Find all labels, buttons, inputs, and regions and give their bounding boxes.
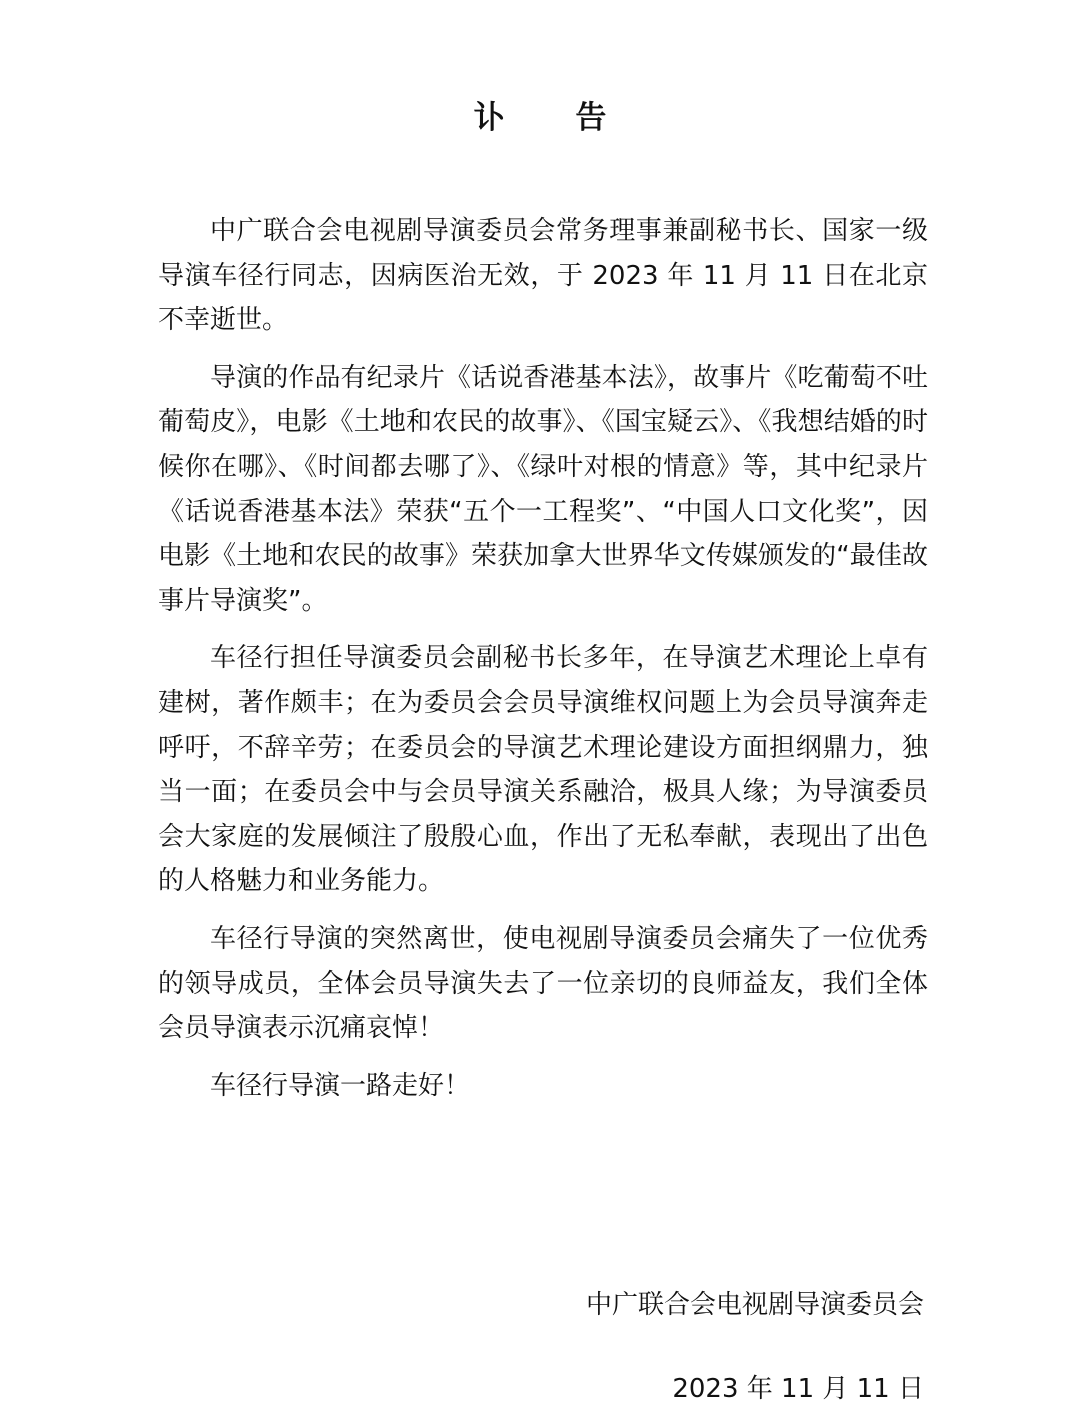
paragraph-announcement: 中广联合会电视剧导演委员会常务理事兼副秘书长、国家一级导演车径行同志，因病医治无效，于 2023 年 11 月 11 日在北京不幸逝世。: [158, 216, 928, 336]
signature-organization: 中广联合会电视剧导演委员会: [585, 1290, 924, 1320]
page-title: 讣 告: [473, 100, 637, 136]
paragraph-works: 导演的作品有纪录片《话说香港基本法》，故事片《吃葡萄不吐葡萄皮》，电影《土地和农民的故事》、《国宝疑云》、《我想结婚的时候你在哪》、《时间都去哪了》、《绿叶对根的情意》等，其中纪录片《话说香港基本法》荣获“五个一工程奖”、“中国人口文化奖”，因电影《土地和农民的故事》荣获加拿大世界华文传媒颁发的“最佳故事片导演奖”。: [158, 362, 928, 616]
paragraph-farewell: 车径行导演一路走好！: [210, 1070, 471, 1101]
paragraph-condolence: 车径行导演的突然离世，使电视剧导演委员会痛失了一位优秀的领导成员，全体会员导演失去了一位亲切的良师益友，我们全体会员导演表示沉痛哀悼！: [158, 923, 928, 1044]
paragraph-contributions: 车径行担任导演委员会副秘书长多年，在导演艺术理论上卓有建树，著作颇丰；在为委员会会员导演维权问题上为会员导演奔走呼吁，不辞辛劳；在委员会的导演艺术理论建设方面担纲鼎力，独当一面；在委员会中与会员导演关系融洽，极具人缘；为导演委员会大家庭的发展倾注了殷殷心血，作出了无私奉献，表现出了出色的人格魅力和业务能力。: [158, 643, 928, 897]
obituary-body: [158, 209, 928, 1108]
signature-date: 2023 年 11 月 11 日: [672, 1374, 924, 1404]
